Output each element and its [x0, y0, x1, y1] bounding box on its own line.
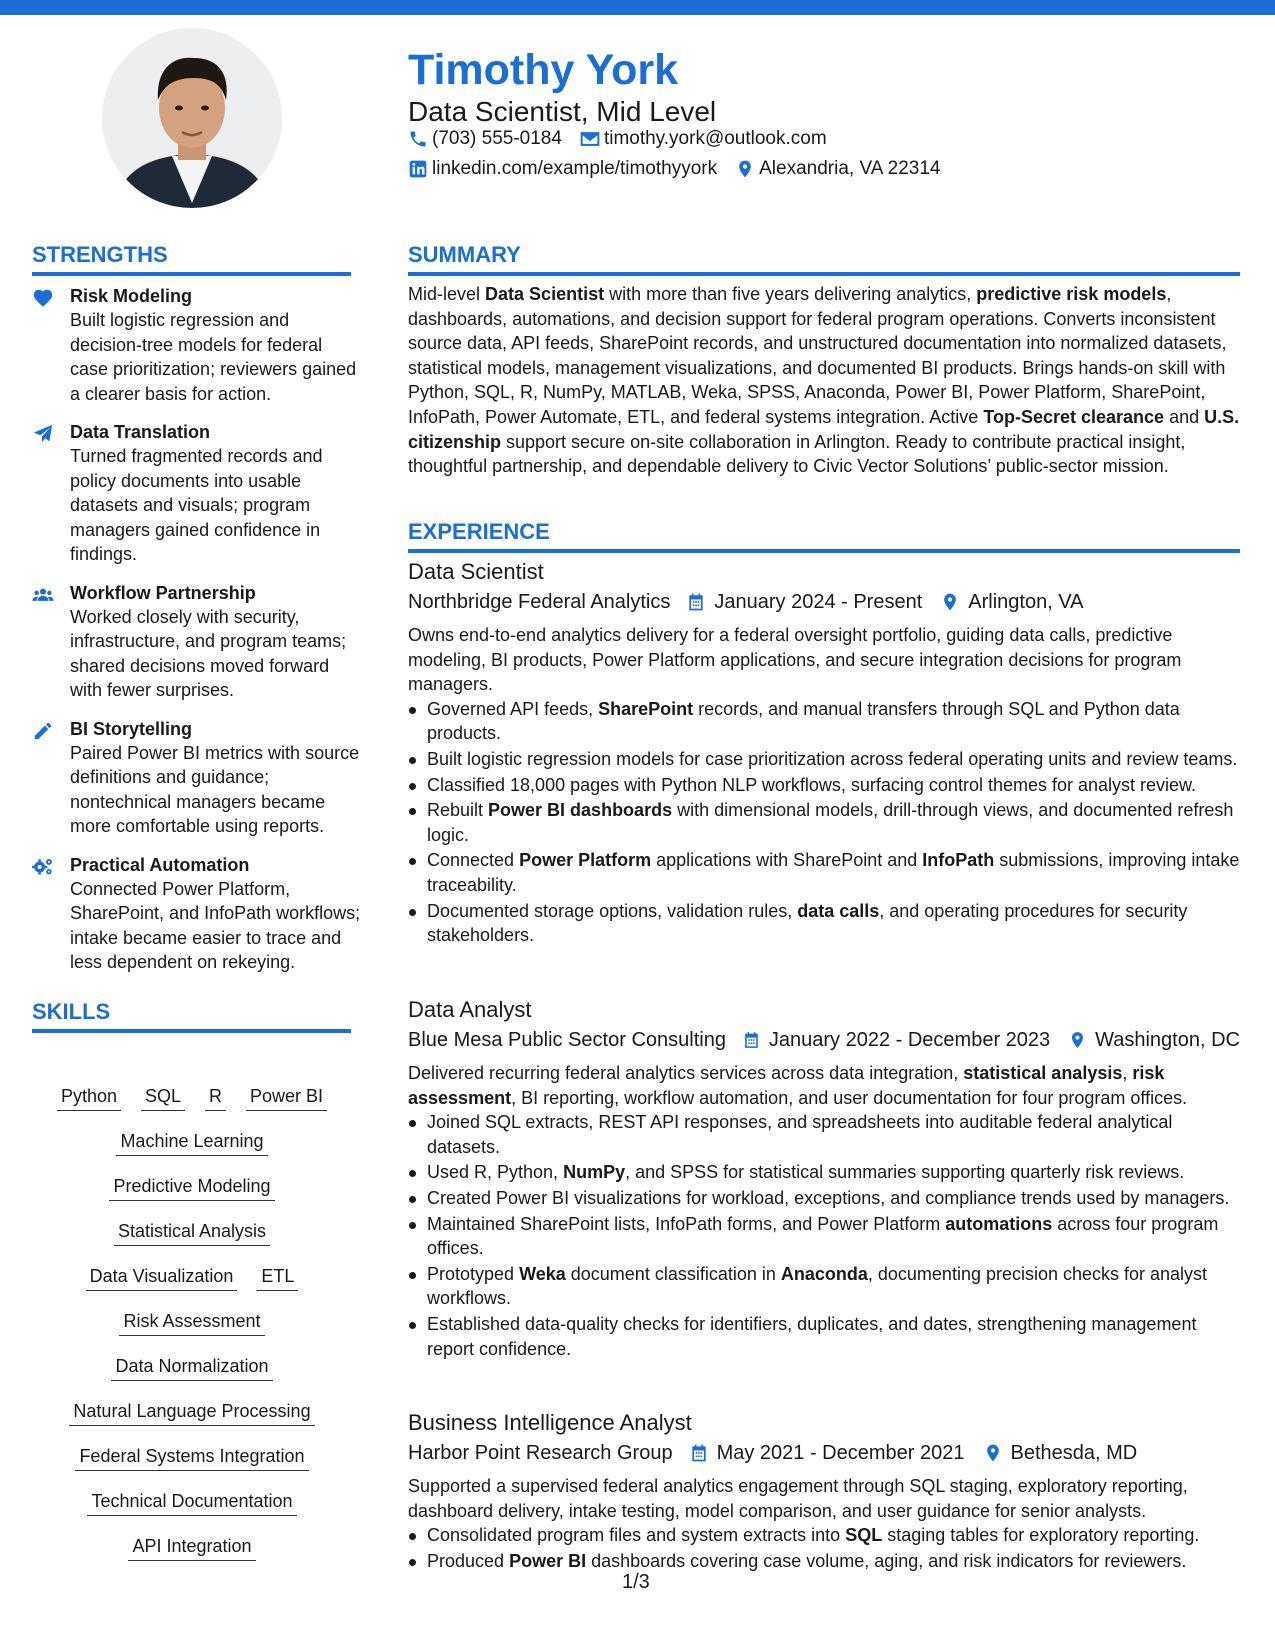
- strengths-heading: STRENGTHS: [32, 242, 168, 267]
- text-run: ,: [1122, 1063, 1133, 1083]
- bullet-item: [408, 1186, 1240, 1211]
- skill-tag: Statistical Analysis: [114, 1219, 270, 1246]
- email-address[interactable]: timothy.york@outlook.com: [603, 128, 827, 149]
- bold-text: predictive risk models: [976, 284, 1167, 304]
- bullet-item: [408, 773, 1240, 798]
- candidate-role: Data Scientist, Mid Level: [408, 96, 717, 127]
- contact-row-1: [408, 126, 845, 152]
- text-run: Owns end-to-end analytics delivery for a federal oversight portfolio, guiding data calls, predictive modeling, BI products, Power Platform applications, and secure integration decisions for program managers.: [408, 625, 1182, 695]
- skill-tag: Federal Systems Integration: [75, 1444, 308, 1471]
- strength-desc: Worked closely with security, infrastructure, and program teams; shared decisions moved forward with fewer surprises.: [70, 606, 347, 700]
- text-run: and: [1164, 406, 1205, 427]
- strength-title: BI Storytelling: [70, 718, 193, 739]
- text-run: , BI reporting, workflow automation, and user documentation for four program offices.: [511, 1087, 1188, 1108]
- skill-tag: Natural Language Processing: [69, 1399, 314, 1426]
- top-accent-bar: [0, 0, 1275, 15]
- contact-row-2: [408, 156, 958, 182]
- skill-tag: ETL: [257, 1264, 298, 1291]
- skill-row: [32, 1174, 352, 1219]
- text-run: Established data-quality checks for identifiers, duplicates, and dates, strengthening management report confidence.: [427, 1313, 1197, 1359]
- job-entry: [408, 557, 1240, 949]
- skill-tag: Predictive Modeling: [109, 1174, 274, 1201]
- calendar-icon: [686, 592, 706, 612]
- map-pin-icon: [983, 1443, 1003, 1463]
- map-pin-icon: [1068, 1030, 1087, 1050]
- heart-icon: [32, 287, 54, 309]
- job-entry: [408, 1408, 1240, 1574]
- skill-tag: Data Normalization: [111, 1354, 272, 1381]
- skill-row: [32, 1399, 352, 1444]
- skill-tag: SQL: [141, 1084, 185, 1111]
- linkedin-url[interactable]: linkedin.com/example/timothyyork: [432, 158, 718, 179]
- strength-title: Risk Modeling: [70, 286, 193, 306]
- job-bullets: [408, 1523, 1240, 1573]
- bold-text: Anaconda: [780, 1263, 868, 1284]
- text-run: , and SPSS for statistical summaries supporting quarterly risk reviews.: [625, 1162, 1185, 1183]
- location-contact: [735, 156, 940, 182]
- skill-row: [32, 1444, 352, 1489]
- strength-item: [32, 581, 362, 703]
- job-location: Washington, DC: [1095, 1029, 1240, 1051]
- email-contact: [580, 126, 827, 152]
- job-dates: January 2024 - Present: [714, 591, 923, 613]
- text-run: , dashboards, automations, and decision support for federal program operations. Converts inconsistent source data, API feeds, SharePoint records, and unstructured documentation into normalized datasets, statistical models, management visualizations, and documented BI products. Brings hands-on skill with Python, SQL, R, NumPy, MATLAB, Weka, SPSS, Anaconda, Power BI, Power Platform, SharePoint, InfoPath, Power Automate, ETL, and federal systems integration. Active: [408, 284, 1227, 427]
- skill-row: [32, 1129, 352, 1174]
- job-dates: January 2022 - December 2023: [768, 1029, 1051, 1051]
- bold-text: data calls: [797, 900, 880, 921]
- text-run: with more than five years delivering analytics,: [604, 284, 977, 304]
- job-title: Business Intelligence Analyst: [408, 1410, 692, 1435]
- linkedin-icon: [408, 159, 428, 179]
- bold-text: NumPy: [563, 1162, 626, 1183]
- experience-rule: [408, 549, 1240, 553]
- skill-tag: Python: [57, 1084, 121, 1111]
- strength-title: Data Translation: [70, 422, 211, 442]
- bullet-item: [408, 1212, 1240, 1261]
- job-dates: May 2021 - December 2021: [716, 1442, 965, 1464]
- summary-rule: [408, 272, 1240, 276]
- bullet-item: [408, 1523, 1240, 1548]
- text-run: submissions, improving intake traceability.: [427, 850, 1240, 895]
- text-run: , documenting precision checks for analyst workflows.: [427, 1263, 1208, 1309]
- bold-text: Top-Secret clearance: [983, 406, 1165, 427]
- text-run: support secure on-site collaboration in Arlington. Ready to contribute practical insight, thoughtful partnership, and dependable delivery to Civic Vector Solutions’ public-sector mission.: [408, 431, 1186, 477]
- profile-photo: [102, 28, 282, 208]
- bold-text: risk assessment: [408, 1063, 1165, 1108]
- phone-icon: [408, 129, 428, 149]
- skill-row: [32, 1489, 352, 1534]
- gears-icon: [32, 856, 54, 878]
- job-title: Data Analyst: [408, 997, 532, 1022]
- bold-text: Weka: [519, 1263, 566, 1284]
- calendar-icon: [689, 1443, 709, 1463]
- skill-tag: R: [205, 1084, 226, 1111]
- strength-item: [32, 853, 362, 975]
- text-run: records, and manual transfers through SQL and Python data products.: [427, 698, 1180, 744]
- bold-text: Power BI dashboards: [488, 800, 673, 821]
- text-run: Documented storage options, validation rules,: [427, 900, 798, 921]
- bullet-item: [408, 1110, 1240, 1159]
- text-run: Classified 18,000 pages with Python NLP workflows, surfacing control themes for analyst review.: [427, 774, 1197, 795]
- pencil-icon: [32, 720, 54, 742]
- skill-row: [32, 1219, 352, 1264]
- summary-text: [408, 282, 1240, 479]
- job-bullets: [408, 1110, 1240, 1361]
- text-run: Delivered recurring federal analytics services across data integration,: [408, 1063, 964, 1083]
- location-text: Alexandria, VA 22314: [759, 158, 941, 179]
- strength-desc: Paired Power BI metrics with source definitions and guidance; nontechnical managers became more comfortable using reports.: [70, 742, 360, 836]
- text-run: document classification in: [565, 1263, 781, 1284]
- job-company: Harbor Point Research Group: [408, 1442, 673, 1464]
- bold-text: SharePoint: [598, 698, 694, 719]
- text-run: Supported a supervised federal analytics engagement through SQL staging, exploratory reporting, dashboard delivery, intake testing, model comparison, and user guidance for senior analysts.: [408, 1476, 1188, 1521]
- job-company: Northbridge Federal Analytics: [408, 591, 671, 613]
- text-run: applications with SharePoint and: [651, 850, 923, 871]
- skill-row: [32, 1084, 352, 1129]
- bullet-item: [408, 1549, 1240, 1574]
- strength-item: [32, 717, 362, 839]
- text-run: Prototyped: [427, 1263, 520, 1284]
- skill-tag: Power BI: [246, 1084, 327, 1111]
- strength-title: Workflow Partnership: [70, 582, 256, 603]
- text-run: Consolidated program files and system extracts into: [427, 1525, 846, 1546]
- skills-heading: SKILLS: [32, 999, 111, 1024]
- text-run: Produced: [427, 1550, 510, 1571]
- users-icon: [32, 584, 54, 606]
- skill-tag: Technical Documentation: [87, 1489, 296, 1516]
- job-intro: [408, 1474, 1240, 1523]
- skill-row: [32, 1354, 352, 1399]
- text-run: across four program offices.: [427, 1213, 1219, 1259]
- bullet-item: [408, 697, 1240, 746]
- strength-desc: Built logistic regression and decision-tree models for federal case prioritization; reviewers gained a clearer basis for action.: [70, 310, 357, 404]
- bullet-item: [408, 848, 1240, 897]
- bullet-item: [408, 1160, 1240, 1185]
- linkedin-contact: [408, 156, 717, 182]
- job-location: Bethesda, MD: [1010, 1442, 1138, 1464]
- job-meta: [408, 1438, 1240, 1468]
- skill-tag: Risk Assessment: [119, 1309, 264, 1336]
- job-bullets: [408, 697, 1240, 948]
- text-run: dashboards covering case volume, aging, and risk indicators for reviewers.: [586, 1550, 1187, 1571]
- strength-item: [32, 420, 362, 567]
- paper-plane-icon: [32, 423, 54, 445]
- job-location: Arlington, VA: [968, 591, 1084, 613]
- skills-list: [32, 1084, 352, 1579]
- bold-text: Power Platform: [519, 850, 652, 871]
- job-entry: [408, 995, 1240, 1362]
- bullet-item: [408, 1312, 1240, 1361]
- calendar-icon: [742, 1030, 761, 1050]
- text-run: Rebuilt: [427, 800, 489, 821]
- skill-row: [32, 1534, 352, 1579]
- text-run: with dimensional models, drill-through views, and documented refresh logic.: [427, 800, 1234, 845]
- bold-text: statistical analysis: [963, 1063, 1123, 1083]
- page-number: 1/3: [622, 1571, 650, 1593]
- experience-heading: EXPERIENCE: [408, 519, 550, 544]
- strength-item: [32, 284, 362, 406]
- bold-text: Data Scientist: [485, 284, 605, 304]
- text-run: Maintained SharePoint lists, InfoPath forms, and Power Platform: [427, 1213, 946, 1234]
- bold-text: InfoPath: [922, 850, 995, 871]
- text-run: Mid-level: [408, 284, 486, 304]
- text-run: Built logistic regression models for case prioritization across federal operating units and review teams.: [427, 748, 1238, 769]
- text-run: Connected: [427, 850, 520, 871]
- job-intro: [408, 623, 1240, 697]
- map-pin-icon: [940, 592, 960, 612]
- phone-contact: [408, 126, 562, 152]
- strengths-rule: [32, 272, 351, 276]
- bold-text: Power BI: [509, 1550, 587, 1571]
- job-intro: [408, 1061, 1240, 1110]
- text-run: Joined SQL extracts, REST API responses, and spreadsheets into auditable federal analytical datasets.: [427, 1112, 1173, 1157]
- job-company: Blue Mesa Public Sector Consulting: [408, 1029, 726, 1051]
- bold-text: U.S. citizenship: [408, 406, 1240, 452]
- bullet-item: [408, 747, 1240, 772]
- strengths-list: [32, 284, 362, 989]
- envelope-icon: [580, 129, 600, 149]
- bullet-item: [408, 798, 1240, 847]
- job-title: Data Scientist: [408, 559, 544, 584]
- text-run: Created Power BI visualizations for workload, exceptions, and compliance trends used by managers.: [427, 1187, 1230, 1208]
- skill-row: [32, 1309, 352, 1354]
- bold-text: SQL: [845, 1525, 883, 1546]
- job-meta: [408, 1025, 1240, 1055]
- strength-desc: Connected Power Platform, SharePoint, and InfoPath workflows; intake became easier to trace and less dependent on rekeying.: [70, 878, 361, 972]
- candidate-name: Timothy York: [408, 46, 679, 94]
- skill-tag: Data Visualization: [86, 1264, 238, 1291]
- text-run: , and operating procedures for security stakeholders.: [427, 900, 1188, 946]
- strength-desc: Turned fragmented records and policy documents into usable datasets and visuals; program managers gained confidence in findings.: [70, 446, 323, 564]
- bold-text: automations: [945, 1213, 1053, 1234]
- skill-tag: Machine Learning: [116, 1129, 267, 1156]
- phone-number: (703) 555-0184: [432, 128, 562, 149]
- summary-heading: SUMMARY: [408, 242, 521, 267]
- bullet-item: [408, 1262, 1240, 1311]
- map-pin-icon: [735, 159, 755, 179]
- bullet-item: [408, 899, 1240, 948]
- job-meta: [408, 587, 1240, 617]
- text-run: Governed API feeds,: [427, 698, 599, 719]
- strength-title: Practical Automation: [70, 854, 250, 875]
- skill-row: [32, 1264, 352, 1309]
- skill-tag: API Integration: [128, 1534, 255, 1561]
- text-run: staging tables for exploratory reporting.: [882, 1525, 1200, 1546]
- text-run: Used R, Python,: [427, 1162, 564, 1183]
- skills-rule: [32, 1029, 351, 1033]
